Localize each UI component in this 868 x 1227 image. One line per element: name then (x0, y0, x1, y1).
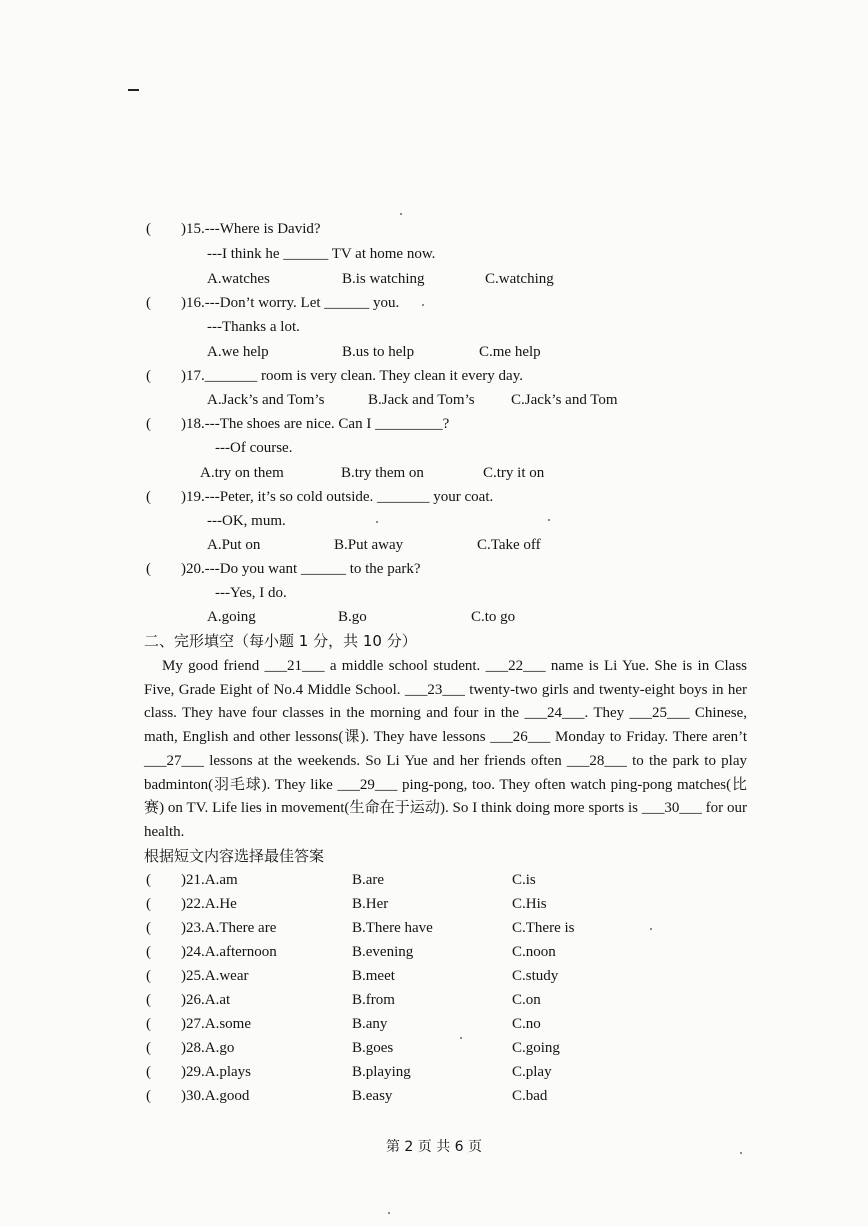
question-line2: ---Of course. (215, 440, 293, 456)
cloze-option-b: B.easy (352, 1088, 393, 1104)
cloze-option-a: )29.A.plays (181, 1064, 251, 1080)
cloze-option-b: B.goes (352, 1040, 394, 1056)
cloze-option-b: B.evening (352, 944, 414, 960)
cloze-option-a: )30.A.good (181, 1088, 250, 1104)
question-line2: ---Thanks a lot. (207, 319, 300, 335)
instruction-text: 根据短文内容选择最佳答案 (144, 847, 325, 865)
cloze-option-a: )22.A.He (181, 896, 237, 912)
cloze-option-c: C.play (512, 1064, 552, 1080)
cloze-option-c: C.There is (512, 920, 575, 936)
cloze-option-b: B.are (352, 872, 385, 888)
answer-bracket[interactable]: ( (146, 920, 151, 936)
question-stem: )17._______ room is very clean. They clean it every day. (181, 368, 523, 384)
top-dash-mark (128, 89, 139, 91)
cloze-option-a: )26.A.at (181, 992, 231, 1008)
answer-bracket[interactable]: ( (146, 944, 151, 960)
answer-bracket[interactable]: ( (146, 1088, 151, 1104)
scan-speck (650, 928, 652, 930)
question-line2: ---I think he ______ TV at home now. (207, 246, 436, 262)
option-b: B.Jack and Tom’s (368, 392, 475, 408)
cloze-option-a: )27.A.some (181, 1016, 251, 1032)
cloze-option-a: )23.A.There are (181, 920, 277, 936)
scan-speck (548, 519, 550, 521)
cloze-passage (144, 655, 747, 845)
question-stem: )19.---Peter, it’s so cold outside. _______ your coat. (181, 489, 494, 505)
option-b: B.go (338, 609, 367, 625)
question-stem: )20.---Do you want ______ to the park? (181, 561, 421, 577)
scan-speck (376, 521, 378, 523)
cloze-option-c: C.going (512, 1040, 560, 1056)
option-a: A.Put on (207, 537, 261, 553)
option-b: B.is watching (342, 271, 425, 287)
scan-speck (388, 1212, 390, 1214)
answer-bracket[interactable]: ( (146, 992, 151, 1008)
question-line2: ---Yes, I do. (215, 585, 287, 601)
passage-text: My good friend ___21___ a middle school student. ___22___ name is Li Yue. She is in Class Five, Grade Eight of No.4 Middle School. ___23___ twenty-two girls and twenty-eight boys in her class. They have four classes in the morning and four in the ___24___. They ___25___ Chinese, math, English and other lessons(课). They have lessons ___26___ Monday to Friday. There aren’t ___27___ lessons at the weekends. So Li Yue and her friends often ___28___ to the park to play badminton(羽毛球). They like ___29___ ping-pong, too. They often watch ping-pong matches(比赛) on TV. Life lies in movement(生命在于运动). So I think doing more sports is ___30___ for our health. (144, 658, 747, 840)
option-c: C.Jack’s and Tom (511, 392, 618, 408)
cloze-option-b: B.meet (352, 968, 395, 984)
option-a: A.we help (207, 344, 269, 360)
cloze-option-b: B.from (352, 992, 395, 1008)
cloze-option-a: )21.A.am (181, 872, 238, 888)
question-stem: )16.---Don’t worry. Let ______ you. (181, 295, 400, 311)
cloze-option-b: B.any (352, 1016, 388, 1032)
cloze-option-b: B.playing (352, 1064, 411, 1080)
cloze-option-c: C.noon (512, 944, 556, 960)
answer-bracket[interactable]: ( (146, 896, 151, 912)
option-b: B.Put away (334, 537, 404, 553)
answer-bracket[interactable]: ( (146, 968, 151, 984)
cloze-option-c: C.study (512, 968, 559, 984)
question-line2: ---OK, mum. (207, 513, 286, 529)
option-a: A.watches (207, 271, 270, 287)
cloze-option-c: C.His (512, 896, 547, 912)
option-b: B.us to help (342, 344, 415, 360)
page-footer: 第 2 页 共 6 页 (385, 1139, 483, 1155)
cloze-option-c: C.on (512, 992, 541, 1008)
answer-bracket[interactable]: ( (146, 1064, 151, 1080)
cloze-option-c: C.no (512, 1016, 541, 1032)
option-c: C.me help (479, 344, 541, 360)
cloze-option-a: )28.A.go (181, 1040, 235, 1056)
cloze-option-b: B.There have (352, 920, 433, 936)
option-c: C.Take off (477, 537, 541, 553)
option-c: C.to go (471, 609, 516, 625)
option-b: B.try them on (341, 465, 424, 481)
answer-bracket[interactable]: ( (146, 295, 151, 311)
section-title: 二、完形填空（每小题 1 分，共 10 分） (144, 632, 417, 650)
option-c: C.watching (485, 271, 554, 287)
answer-bracket[interactable]: ( (146, 1040, 151, 1056)
cloze-option-b: B.Her (352, 896, 389, 912)
cloze-option-a: )24.A.afternoon (181, 944, 277, 960)
scan-speck (422, 304, 424, 306)
answer-bracket[interactable]: ( (146, 221, 151, 237)
option-c: C.try it on (483, 465, 545, 481)
answer-bracket[interactable]: ( (146, 368, 151, 384)
cloze-option-a: )25.A.wear (181, 968, 249, 984)
question-stem: )15.---Where is David? (181, 221, 321, 237)
option-a: A.going (207, 609, 256, 625)
answer-bracket[interactable]: ( (146, 872, 151, 888)
answer-bracket[interactable]: ( (146, 489, 151, 505)
question-stem: )18.---The shoes are nice. Can I _________? (181, 416, 450, 432)
option-a: A.try on them (200, 465, 284, 481)
scan-speck (740, 1152, 742, 1154)
answer-bracket[interactable]: ( (146, 561, 151, 577)
answer-bracket[interactable]: ( (146, 1016, 151, 1032)
cloze-option-c: C.is (512, 872, 536, 888)
option-a: A.Jack’s and Tom’s (207, 392, 325, 408)
scan-speck (460, 1037, 462, 1039)
scan-speck (400, 213, 402, 215)
cloze-option-c: C.bad (512, 1088, 548, 1104)
answer-bracket[interactable]: ( (146, 416, 151, 432)
